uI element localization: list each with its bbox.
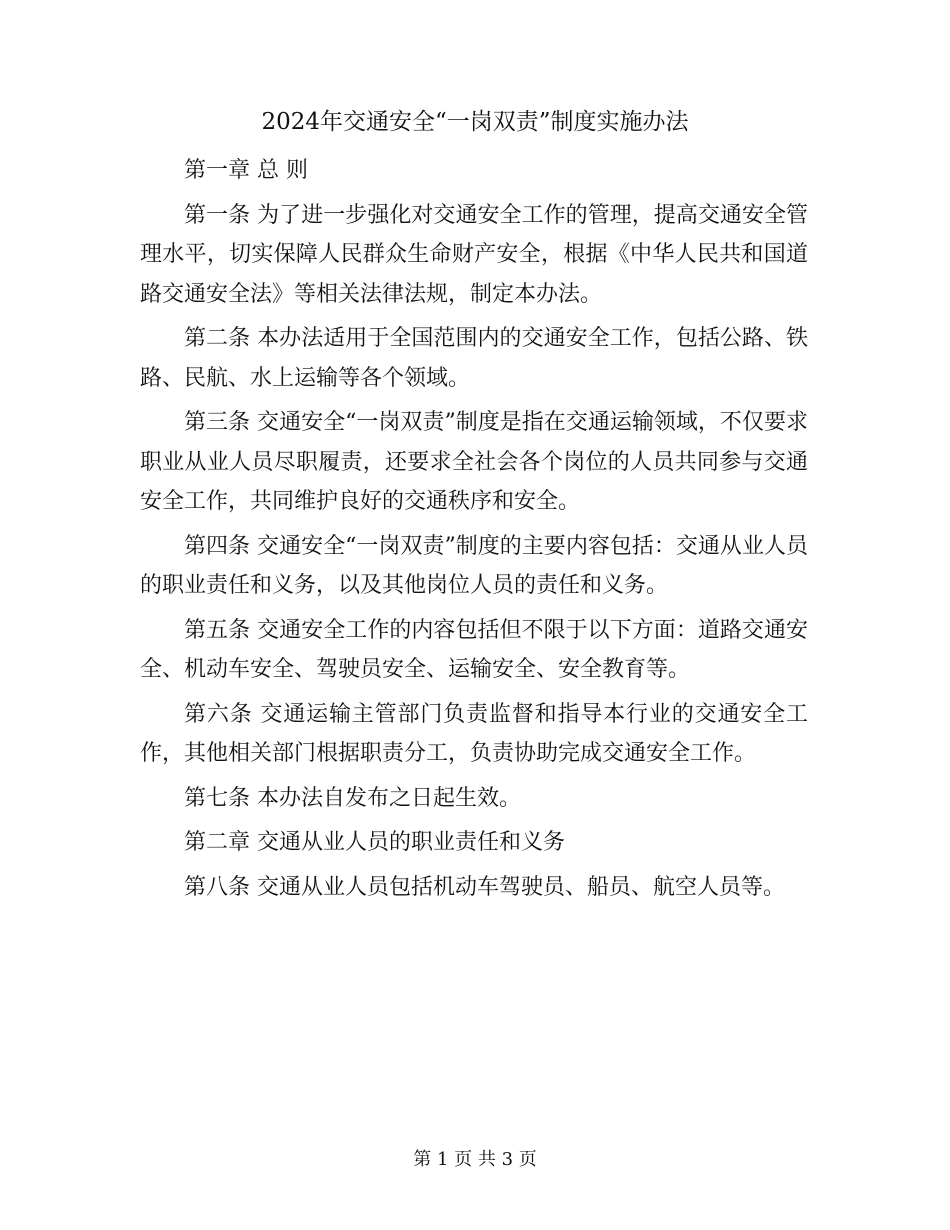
article-paragraph: 第三条 交通安全“一岗双责”制度是指在交通运输领域，不仅要求职业从业人员尽职履责，还要求全社会各个岗位的人员共同参与交通安全工作，共同维护良好的交通秩序和安全。 bbox=[140, 410, 808, 514]
article-paragraph: 第四条 交通安全“一岗双责”制度的主要内容包括：交通从业人员的职业责任和义务，以及其他岗位人员的责任和义务。 bbox=[140, 533, 808, 598]
document-body bbox=[140, 151, 808, 912]
chapter-heading: 第一章 总 则 bbox=[184, 158, 308, 183]
chapter-heading: 第二章 交通从业人员的职业责任和义务 bbox=[184, 830, 565, 855]
article-paragraph: 第一条 为了进一步强化对交通安全工作的管理，提高交通安全管理水平，切实保障人民群众生命财产安全，根据《中华人民共和国道路交通安全法》等相关法律法规，制定本办法。 bbox=[140, 202, 808, 307]
article-paragraph: 第七条 本办法自发布之日起生效。 bbox=[184, 785, 521, 811]
article-paragraph: 第五条 交通安全工作的内容包括但不限于以下方面：道路交通安全、机动车安全、驾驶员安全、运输安全、安全教育等。 bbox=[140, 617, 808, 682]
article-paragraph: 第八条 交通从业人员包括机动车驾驶员、船员、航空人员等。 bbox=[184, 874, 785, 900]
article-paragraph: 第二条 本办法适用于全国范围内的交通安全工作，包括公路、铁路、民航、水上运输等各个领域。 bbox=[140, 326, 808, 391]
document-title: 2024年交通安全“一岗双责”制度实施办法 bbox=[261, 109, 689, 135]
page-number-footer: 第 1 页 共 3 页 bbox=[413, 1149, 537, 1170]
article-paragraph: 第六条 交通运输主管部门负责监督和指导本行业的交通安全工作，其他相关部门根据职责分工，负责协助完成交通安全工作。 bbox=[140, 701, 808, 766]
